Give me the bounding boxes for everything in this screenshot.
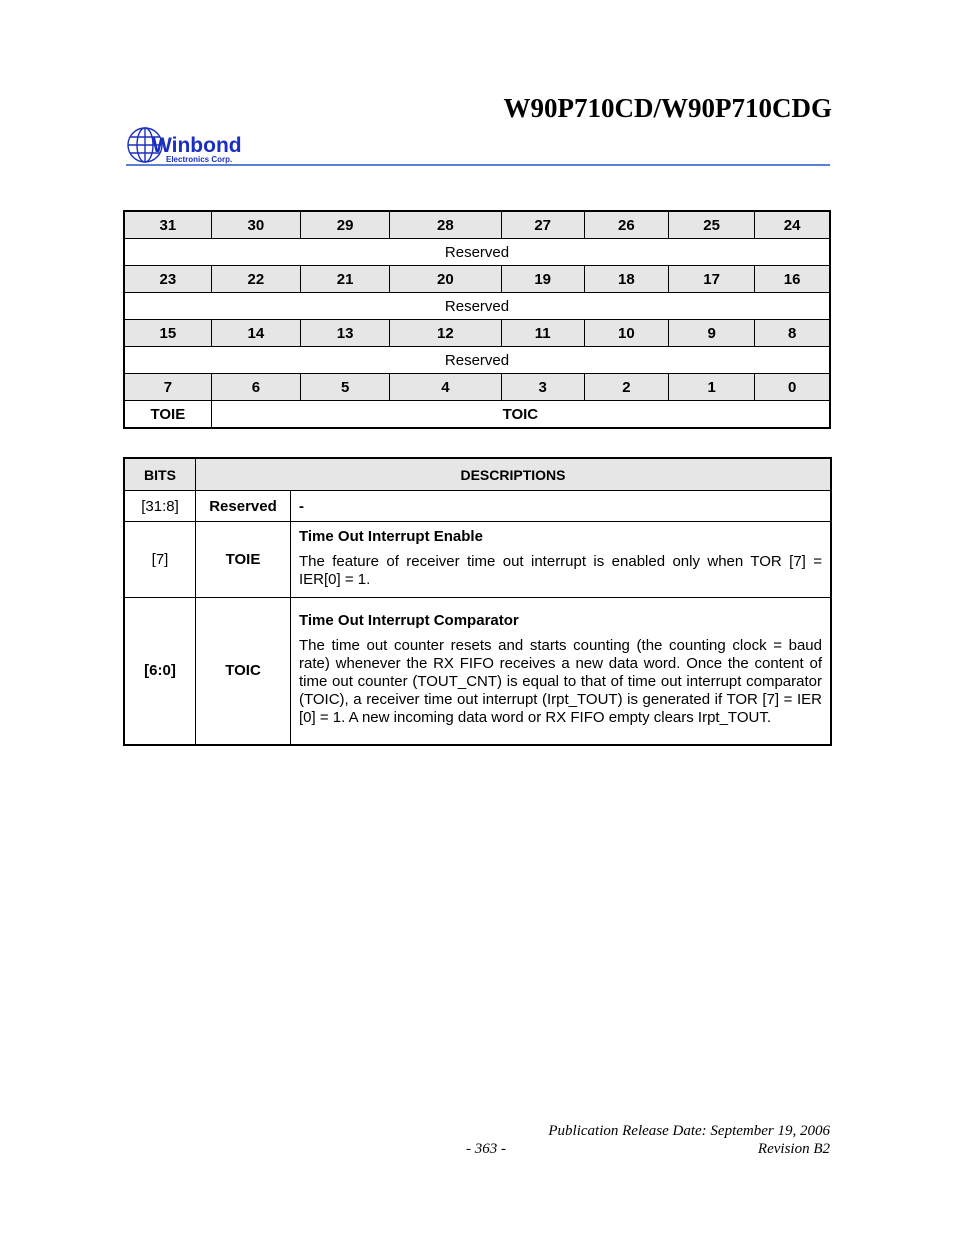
publication-release-date: Publication Release Date: September 19, 2006 xyxy=(548,1123,830,1139)
bit-number: 12 xyxy=(390,320,501,347)
bit-number: 29 xyxy=(300,211,389,239)
bit-number: 24 xyxy=(755,211,830,239)
description-cell xyxy=(291,598,832,745)
description-cell: - xyxy=(291,491,832,522)
bit-number: 0 xyxy=(755,374,830,401)
bit-field-row xyxy=(124,293,830,320)
bit-number: 15 xyxy=(124,320,211,347)
description-heading: Time Out Interrupt Enable xyxy=(299,528,483,545)
bit-number: 27 xyxy=(501,211,584,239)
revision: Revision B2 xyxy=(757,1141,830,1157)
bits-cell: [31:8] xyxy=(124,491,196,522)
document-title: W90P710CD/W90P710CDG xyxy=(503,93,832,123)
reserved-field: Reserved xyxy=(124,347,830,374)
bit-number-row xyxy=(124,266,830,293)
bit-number: 31 xyxy=(124,211,211,239)
bit-description-table xyxy=(123,457,832,746)
field-name-cell: TOIC xyxy=(196,598,291,745)
bit-number: 1 xyxy=(669,374,755,401)
bit-number: 14 xyxy=(211,320,300,347)
table-row xyxy=(124,522,831,598)
bit-number: 17 xyxy=(669,266,755,293)
page-number: - 363 - xyxy=(466,1141,506,1157)
description-cell xyxy=(291,522,832,598)
description-text: The time out counter resets and starts counting (the counting clock = baud rate) whenever the RX FIFO receives a new data word. Once the content of time out counter (TOUT_CNT) is equal to that of time out interrupt comparator (TOIC), a receiver time out interrupt (Irpt_TOUT) is generated if TOR [7] = IER [0] = 1. A new incoming data word or RX FIFO empty clears Irpt_TOUT. xyxy=(299,637,822,727)
bit-number: 6 xyxy=(211,374,300,401)
description-text: The feature of receiver time out interrupt is enabled only when TOR [7] = IER[0] = 1. xyxy=(299,553,822,588)
bit-number: 11 xyxy=(501,320,584,347)
bit-number-row xyxy=(124,211,830,239)
logo-wordmark: Winbond xyxy=(152,134,242,157)
bit-number: 26 xyxy=(584,211,668,239)
bit-number-row xyxy=(124,320,830,347)
bits-cell: [7] xyxy=(124,522,196,598)
bit-number-row xyxy=(124,374,830,401)
description-header-row xyxy=(124,458,831,491)
reserved-field: Reserved xyxy=(124,293,830,320)
bit-field-row xyxy=(124,347,830,374)
bit-number: 4 xyxy=(390,374,501,401)
bit-number: 25 xyxy=(669,211,755,239)
toie-field: TOIE xyxy=(124,401,211,429)
toic-field: TOIC xyxy=(211,401,830,429)
bit-number: 18 xyxy=(584,266,668,293)
bit-number: 13 xyxy=(300,320,389,347)
logo-subtext: Electronics Corp. xyxy=(166,155,233,164)
table-row xyxy=(124,491,831,522)
bit-number: 8 xyxy=(755,320,830,347)
bit-number: 16 xyxy=(755,266,830,293)
reserved-field: Reserved xyxy=(124,239,830,266)
bit-number: 2 xyxy=(584,374,668,401)
descriptions-header: DESCRIPTIONS xyxy=(196,458,832,491)
bit-number: 10 xyxy=(584,320,668,347)
bits-cell: [6:0] xyxy=(124,598,196,745)
bit-number: 7 xyxy=(124,374,211,401)
bit-field-row xyxy=(124,239,830,266)
bit-field-row xyxy=(124,401,830,429)
winbond-logo xyxy=(126,126,250,166)
bit-number: 22 xyxy=(211,266,300,293)
bit-number: 5 xyxy=(300,374,389,401)
header-rule xyxy=(126,164,830,166)
description-heading: Time Out Interrupt Comparator xyxy=(299,612,519,630)
bit-number: 21 xyxy=(300,266,389,293)
bits-header: BITS xyxy=(124,458,196,491)
bit-number: 3 xyxy=(501,374,584,401)
field-name-cell: Reserved xyxy=(196,491,291,522)
bit-number: 23 xyxy=(124,266,211,293)
register-bit-map xyxy=(123,210,831,429)
bit-number: 30 xyxy=(211,211,300,239)
bit-number: 9 xyxy=(669,320,755,347)
bit-number: 28 xyxy=(390,211,501,239)
field-name-cell: TOIE xyxy=(196,522,291,598)
bit-number: 19 xyxy=(501,266,584,293)
bit-number: 20 xyxy=(390,266,501,293)
table-row xyxy=(124,598,831,745)
